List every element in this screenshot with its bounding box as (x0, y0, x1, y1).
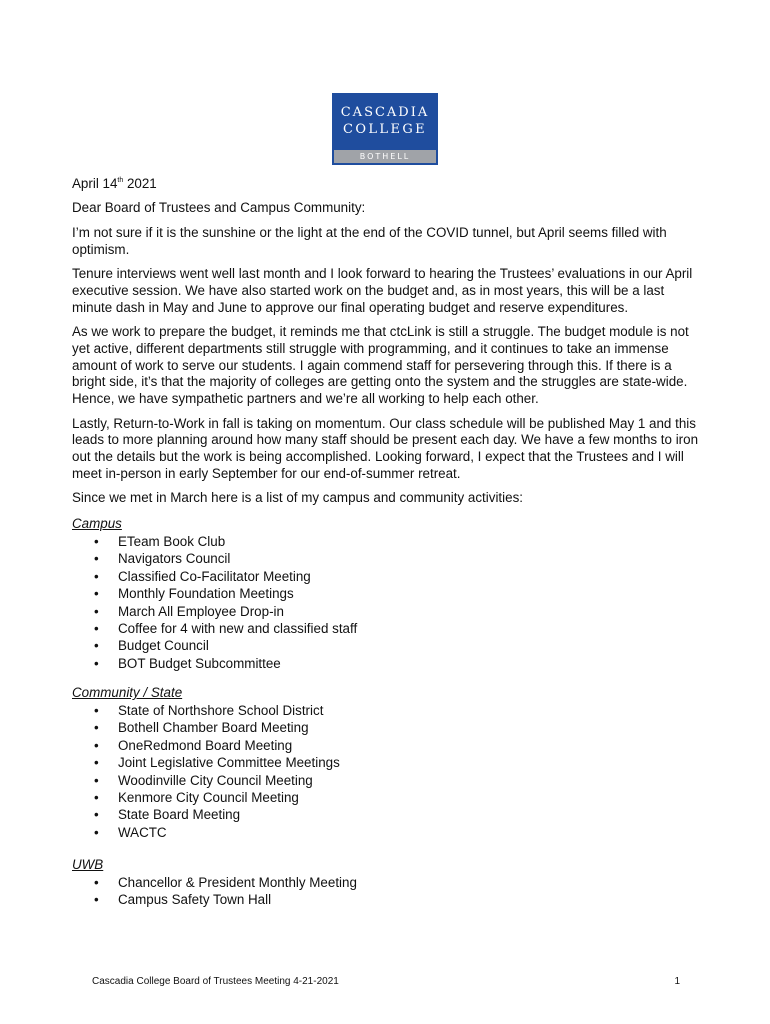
list-item: • BOT Budget Subcommittee (118, 655, 702, 672)
list-item: • ETeam Book Club (118, 533, 702, 550)
list-item: • Coffee for 4 with new and classified staff (118, 620, 702, 637)
page-footer (92, 976, 680, 987)
list-item: • Chancellor & President Monthly Meeting (118, 874, 702, 891)
logo-band-bothell: BOTHELL (334, 150, 436, 163)
list-campus (72, 533, 702, 672)
list-item: • Classified Co-Facilitator Meeting (118, 568, 702, 585)
list-item: • Bothell Chamber Board Meeting (118, 719, 702, 736)
list-item: • State of Northshore School District (118, 702, 702, 719)
letter-body (72, 176, 702, 909)
list-item: • Monthly Foundation Meetings (118, 585, 702, 602)
list-item: • Campus Safety Town Hall (118, 891, 702, 908)
cascadia-college-logo (332, 93, 438, 165)
list-item: • Woodinville City Council Meeting (118, 772, 702, 789)
logo-line-cascadia: CASCADIA (340, 105, 430, 120)
list-uwb (72, 874, 702, 909)
list-item: • Navigators Council (118, 550, 702, 567)
list-item: • Kenmore City Council Meeting (118, 789, 702, 806)
section-title-campus: Campus (72, 516, 122, 532)
paragraph-return-to-work: Lastly, Return-to-Work in fall is taking on momentum. Our class schedule will be published May 1 and this leads to more planning around how many staff should be present each day. We have a few months to iron out the details but the work is being accomplished. Looking forward, I expect that the Trustees and I will meet in-person in early September for our end-of-summer retreat. (72, 415, 699, 481)
list-item: • OneRedmond Board Meeting (118, 737, 702, 754)
paragraph-optimism: I’m not sure if it is the sunshine or the light at the end of the COVID tunnel, but April seems filled with optimism. (72, 224, 667, 257)
paragraph-tenure-budget: Tenure interviews went well last month and I look forward to hearing the Trustees’ evaluations in our April executive session. We have also started work on the budget and, as in most years, this will be a last minute dash in May and June to approve our final operating budget and reserve expenditures. (72, 265, 693, 315)
section-title-uwb: UWB (72, 857, 104, 873)
date-ordinal-suffix: th (117, 177, 124, 184)
paragraph-activities-intro: Since we met in March here is a list of my campus and community activities: (72, 490, 523, 506)
logo-line-college: COLLEGE (342, 122, 428, 137)
page-number: 1 (674, 976, 680, 987)
section-title-community-state: Community / State (72, 685, 183, 701)
letter-date: April 14th 2021 (72, 176, 157, 191)
list-item: • Joint Legislative Committee Meetings (118, 754, 702, 771)
list-item: • State Board Meeting (118, 806, 702, 823)
list-item: • Budget Council (118, 637, 702, 654)
list-item: • March All Employee Drop-in (118, 603, 702, 620)
paragraph-ctclink: As we work to prepare the budget, it reminds me that ctcLink is still a struggle. The budget module is not yet active, different departments still struggle with programming, and it continues to take an immense amount of work to serve our students. I again commend staff for persevering through this. If there is a bright side, it’s that the majority of colleges are getting onto the system and the struggles are state-wide. Hence, we have sympathetic partners and we’re all working to help each other. (72, 323, 689, 407)
list-item: • WACTC (118, 824, 702, 841)
salutation: Dear Board of Trustees and Campus Community: (72, 200, 366, 216)
footer-text: Cascadia College Board of Trustees Meeting 4-21-2021 (92, 976, 339, 987)
list-community-state (72, 702, 702, 841)
